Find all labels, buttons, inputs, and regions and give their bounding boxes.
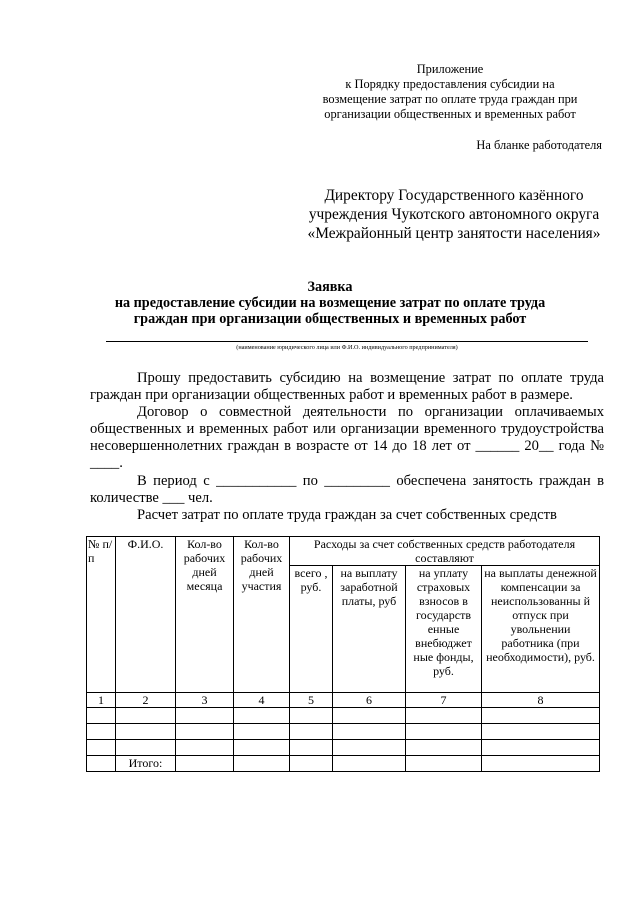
addressee-line: Директору Государственного казённого (324, 187, 584, 204)
table-cell[interactable] (406, 724, 482, 740)
table-cell[interactable] (116, 740, 176, 756)
table-cell[interactable] (234, 756, 290, 772)
number-cell: 5 (290, 693, 333, 708)
table-cell[interactable] (87, 708, 116, 724)
table-cell[interactable] (87, 756, 116, 772)
table-cell[interactable] (333, 724, 406, 740)
title-line: на предоставление субсидии на возмещение затрат по оплате труда (114, 295, 546, 311)
table-row (87, 708, 600, 724)
header-cell-insurance: на уплату страховых взносов в государств енные внебюджет ные фонды, руб. (406, 566, 482, 693)
table-cell[interactable] (234, 740, 290, 756)
table-cell[interactable] (290, 724, 333, 740)
name-fill-line (106, 341, 588, 342)
table-cell[interactable] (176, 708, 234, 724)
table-number-row (87, 693, 600, 708)
addressee-line: учреждения Чукотского автономного округа (308, 206, 600, 223)
paragraph: Прошу предоставить субсидию на возмещение затрат по оплате труда граждан при организации общественных работ и временных работ в размере. (90, 370, 604, 404)
number-cell: 8 (482, 693, 600, 708)
paragraph: В период с ___________ по _________ обеспечена занятость граждан в количестве ___ чел. (90, 472, 604, 506)
appendix-line: Приложение (416, 62, 484, 76)
table-cell[interactable] (333, 756, 406, 772)
appendix-line: к Порядку предоставления субсидии на (345, 77, 555, 91)
table-cell[interactable] (290, 708, 333, 724)
table-cell[interactable] (234, 724, 290, 740)
number-cell: 6 (333, 693, 406, 708)
cost-table (86, 536, 600, 772)
body-text (90, 370, 604, 524)
table-cell[interactable] (290, 756, 333, 772)
header-cell-compensation: на выплаты денежной компенсации за неиспользованны й отпуск при увольнении работника (при необходимости), руб. (482, 566, 600, 693)
number-cell: 3 (176, 693, 234, 708)
number-cell: 4 (234, 693, 290, 708)
number-cell: 1 (87, 693, 116, 708)
appendix-note (300, 62, 600, 122)
table-cell[interactable] (482, 708, 600, 724)
header-cell-expenses: Расходы за счет собственных средств работодателя составляют (290, 537, 600, 566)
table-cell[interactable] (482, 756, 600, 772)
appendix-line: возмещение затрат по оплате труда граждан при (322, 92, 578, 106)
document-title (80, 279, 580, 327)
addressee-block (300, 186, 608, 243)
header-cell-name: Ф.И.О. (116, 537, 176, 693)
table-cell[interactable] (116, 724, 176, 740)
table-cell[interactable] (234, 708, 290, 724)
header-cell-total: всего , руб. (290, 566, 333, 693)
table-cell[interactable] (406, 708, 482, 724)
table-cell[interactable] (176, 756, 234, 772)
table-row (87, 740, 600, 756)
title-line: граждан при организации общественных и временных работ (133, 311, 527, 327)
letterhead-note: На бланке работодателя (476, 138, 602, 152)
title-line: Заявка (307, 279, 353, 295)
table-cell[interactable] (290, 740, 333, 756)
table-cell[interactable] (87, 740, 116, 756)
number-cell: 2 (116, 693, 176, 708)
number-cell: 7 (406, 693, 482, 708)
paragraph: Договор о совместной деятельности по организации оплачиваемых общественных и временных работ или организации временного трудоустройства несовершеннолетних граждан в возрасте от 14 до 18 лет от ______ 20__ года № ____. (90, 404, 604, 472)
header-cell-no: № п/п (87, 537, 116, 693)
table-cell[interactable] (406, 740, 482, 756)
header-cell-days-part: Кол-во рабочих дней участия (234, 537, 290, 693)
table-header-row (87, 537, 600, 566)
total-label-cell: Итого: (116, 756, 176, 772)
table-row (87, 724, 600, 740)
paragraph: Расчет затрат по оплате труда граждан за счет собственных средств (137, 506, 557, 523)
table-cell[interactable] (482, 740, 600, 756)
table-cell[interactable] (406, 756, 482, 772)
table-total-row (87, 756, 600, 772)
header-cell-days-month: Кол-во рабочих дней месяца (176, 537, 234, 693)
appendix-line: организации общественных и временных работ (324, 107, 576, 121)
table-cell[interactable] (333, 740, 406, 756)
name-caption: (наименование юридического лица или Ф.И.О. индивидуального предпринимателя) (236, 344, 458, 351)
table-cell[interactable] (87, 724, 116, 740)
table-cell[interactable] (176, 724, 234, 740)
header-cell-salary: на выплату заработной платы, руб (333, 566, 406, 693)
addressee-line: «Межрайонный центр занятости населения» (307, 225, 601, 242)
table-cell[interactable] (482, 724, 600, 740)
table-cell[interactable] (333, 708, 406, 724)
table-cell[interactable] (176, 740, 234, 756)
table-cell[interactable] (116, 708, 176, 724)
